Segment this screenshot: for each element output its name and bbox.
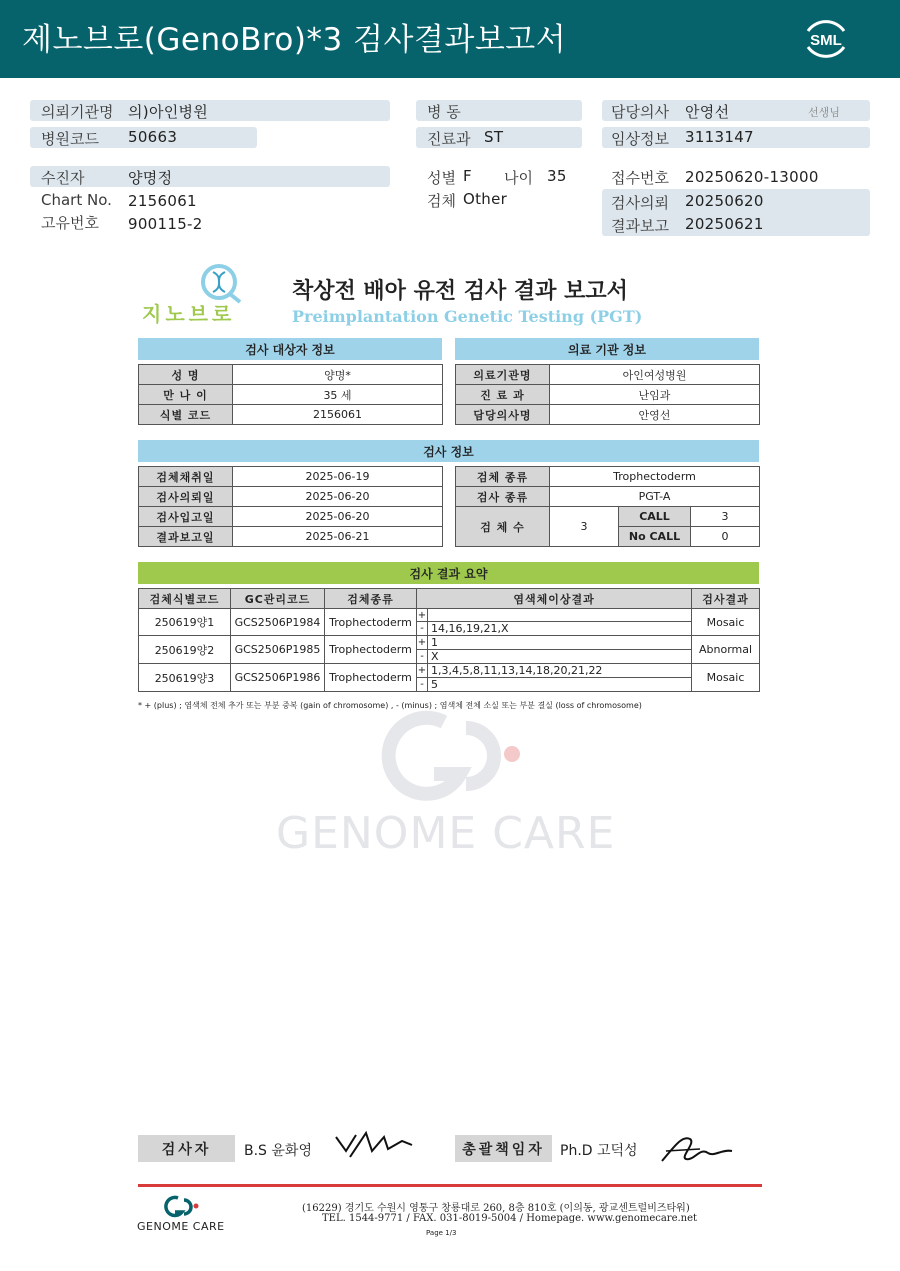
receipt-label: 접수번호 [611, 169, 669, 187]
age-label: 나이 [504, 169, 533, 187]
table-row [139, 385, 443, 405]
row2-type: Trophectoderm [325, 636, 417, 664]
table-row [139, 365, 443, 385]
test-info-header: 검사 정보 [138, 440, 759, 462]
ward-label: 병 동 [427, 103, 461, 121]
table-row [139, 405, 443, 425]
request-date-value: 2025-06-20 [233, 487, 443, 507]
specimen-label: 검체 [427, 192, 456, 210]
subject-name-value: 양명* [233, 365, 443, 385]
clinical-value: 3113147 [685, 128, 754, 146]
subject-table [138, 364, 443, 425]
row2-plus: 1 [428, 636, 692, 650]
patient-label: 수진자 [41, 169, 85, 187]
table-row [139, 636, 760, 650]
doctor-suffix: 선생님 [808, 106, 840, 119]
table-row [139, 487, 443, 507]
footer-logo-text: GENOME CARE [137, 1220, 225, 1233]
director-signature-icon [656, 1127, 746, 1167]
subject-age-value: 35 세 [233, 385, 443, 405]
row3-plus: 1,3,4,5,8,11,13,14,18,20,21,22 [428, 664, 692, 678]
col-type: 검체종류 [325, 589, 417, 609]
call-label: CALL [619, 507, 691, 527]
tester-label: 검사자 [138, 1135, 235, 1162]
report-value: 20250621 [685, 215, 764, 233]
dates-table [138, 466, 443, 547]
subject-header: 검사 대상자 정보 [138, 338, 442, 360]
test-type-label: 검사 종류 [456, 487, 550, 507]
row1-minus: 14,16,19,21,X [428, 622, 692, 636]
row2-minus: X [428, 650, 692, 664]
inst-dept-value: 난임과 [550, 385, 760, 405]
table-row [456, 507, 760, 527]
row1-result: Mosaic [692, 609, 760, 636]
report-subtitle: Preimplantation Genetic Testing (PGT) [292, 307, 643, 326]
report-date-value: 2025-06-21 [233, 527, 443, 547]
row2-gc: GCS2506P1985 [231, 636, 325, 664]
genome-care-logo-icon [160, 1194, 200, 1220]
genome-care-watermark-icon [374, 708, 524, 812]
page-title: 제노브로(GenoBro)*3 검사결과보고서 [22, 22, 567, 58]
doctor-label: 담당의사 [611, 103, 669, 121]
receipt-value: 20250620-13000 [685, 168, 819, 186]
hospital-label: 의뢰기관명 [41, 103, 114, 121]
specimen-value: Other [463, 190, 508, 208]
table-row [456, 467, 760, 487]
minus-sign: - [417, 650, 428, 664]
chart-value: 2156061 [128, 192, 197, 210]
table-row [456, 385, 760, 405]
page-number: Page 1/3 [426, 1229, 457, 1237]
subject-id-label: 식별 코드 [139, 405, 233, 425]
inst-name-value: 아인여성병원 [550, 365, 760, 385]
table-row [139, 527, 443, 547]
table-row [456, 405, 760, 425]
table-row [139, 467, 443, 487]
dept-label: 진료과 [427, 130, 471, 148]
specimen-table [455, 466, 760, 547]
test-type-value: PGT-A [550, 487, 760, 507]
table-row [456, 365, 760, 385]
row3-result: Mosaic [692, 664, 760, 692]
minus-sign: - [417, 622, 428, 636]
chart-label: Chart No. [41, 191, 112, 209]
col-gc: GC관리코드 [231, 589, 325, 609]
institution-table [455, 364, 760, 425]
request-label: 검사의뢰 [611, 194, 669, 212]
patient-value: 양명정 [128, 169, 173, 187]
report-header [0, 0, 900, 78]
col-result: 검사결과 [692, 589, 760, 609]
call-value: 3 [691, 507, 760, 527]
doctor-value: 안영선 [685, 103, 730, 121]
table-row [139, 507, 443, 527]
table-row [456, 487, 760, 507]
plus-sign: + [417, 665, 427, 676]
table-row [139, 664, 760, 678]
report-date-label: 결과보고일 [139, 527, 233, 547]
institution-header: 의료 기관 정보 [455, 338, 759, 360]
nocall-value: 0 [691, 527, 760, 547]
table-row [139, 609, 760, 622]
col-id: 검체식별코드 [139, 589, 231, 609]
report-title: 착상전 배아 유전 검사 결과 보고서 [292, 279, 628, 304]
footer-divider [138, 1184, 762, 1187]
receive-date-label: 검사입고일 [139, 507, 233, 527]
svg-text:SML: SML [810, 32, 842, 49]
hospital-code-label: 병원코드 [41, 130, 99, 148]
subject-name-label: 성 명 [139, 365, 233, 385]
row1-id: 250619양1 [139, 609, 231, 636]
plus-sign: + [417, 609, 427, 621]
row3-id: 250619양3 [139, 664, 231, 692]
row1-plus [428, 609, 692, 622]
inst-doctor-value: 안영선 [550, 405, 760, 425]
minus-sign: - [417, 678, 428, 692]
row3-type: Trophectoderm [325, 664, 417, 692]
table-row [139, 589, 760, 609]
director-name: Ph.D 고덕성 [560, 1143, 638, 1159]
age-value: 35 [547, 167, 567, 185]
clinical-label: 임상정보 [611, 130, 669, 148]
tester-signature-icon [332, 1127, 422, 1167]
genobro-logo-text: 지노브로 [142, 302, 236, 326]
summary-table [138, 588, 760, 692]
legend-note: * + (plus) ; 염색체 전체 추가 또는 부분 중복 (gain of chromosome) , - (minus) ; 염색체 전체 소실 또는 부분 결실 (loss of chromosome) [138, 701, 642, 710]
count-label: 검 체 수 [456, 507, 550, 547]
count-value: 3 [550, 507, 619, 547]
watermark-text: GENOME CARE [276, 808, 616, 859]
row2-id: 250619양2 [139, 636, 231, 664]
inst-dept-label: 진 료 과 [456, 385, 550, 405]
row3-gc: GCS2506P1986 [231, 664, 325, 692]
row1-gc: GCS2506P1984 [231, 609, 325, 636]
footer-address: (16229) 경기도 수원시 영통구 창룡대로 260, 8층 810호 (이의동, 광교센트럴비즈타워) [302, 1203, 690, 1214]
dept-value: ST [484, 128, 504, 146]
sex-label: 성별 [427, 169, 456, 187]
uid-label: 고유번호 [41, 214, 99, 232]
inst-name-label: 의료기관명 [456, 365, 550, 385]
summary-header: 검사 결과 요약 [138, 562, 759, 584]
director-label: 총괄책임자 [455, 1135, 552, 1162]
specimen-type-value: Trophectoderm [550, 467, 760, 487]
sml-logo-icon [800, 13, 852, 65]
inst-doctor-label: 담당의사명 [456, 405, 550, 425]
hospital-code-value: 50663 [128, 128, 178, 146]
specimen-type-label: 검체 종류 [456, 467, 550, 487]
collect-date-value: 2025-06-19 [233, 467, 443, 487]
uid-value: 900115-2 [128, 215, 203, 233]
nocall-label: No CALL [619, 527, 691, 547]
subject-id-value: 2156061 [233, 405, 443, 425]
footer-contact: TEL. 1544-9771 / FAX. 031-8019-5004 / Homepage. www.genomecare.net [322, 1213, 698, 1224]
plus-sign: + [417, 637, 427, 648]
row2-result: Abnormal [692, 636, 760, 664]
request-value: 20250620 [685, 192, 764, 210]
report-label: 결과보고 [611, 217, 669, 235]
row3-minus: 5 [428, 678, 692, 692]
receive-date-value: 2025-06-20 [233, 507, 443, 527]
subject-age-label: 만 나 이 [139, 385, 233, 405]
tester-name: B.S 윤화영 [244, 1143, 312, 1159]
hospital-value: 의)아인병원 [128, 103, 209, 121]
sex-value: F [463, 167, 472, 185]
row1-type: Trophectoderm [325, 609, 417, 636]
col-abnormality: 염색체이상결과 [417, 589, 692, 609]
collect-date-label: 검체채취일 [139, 467, 233, 487]
request-date-label: 검사의뢰일 [139, 487, 233, 507]
